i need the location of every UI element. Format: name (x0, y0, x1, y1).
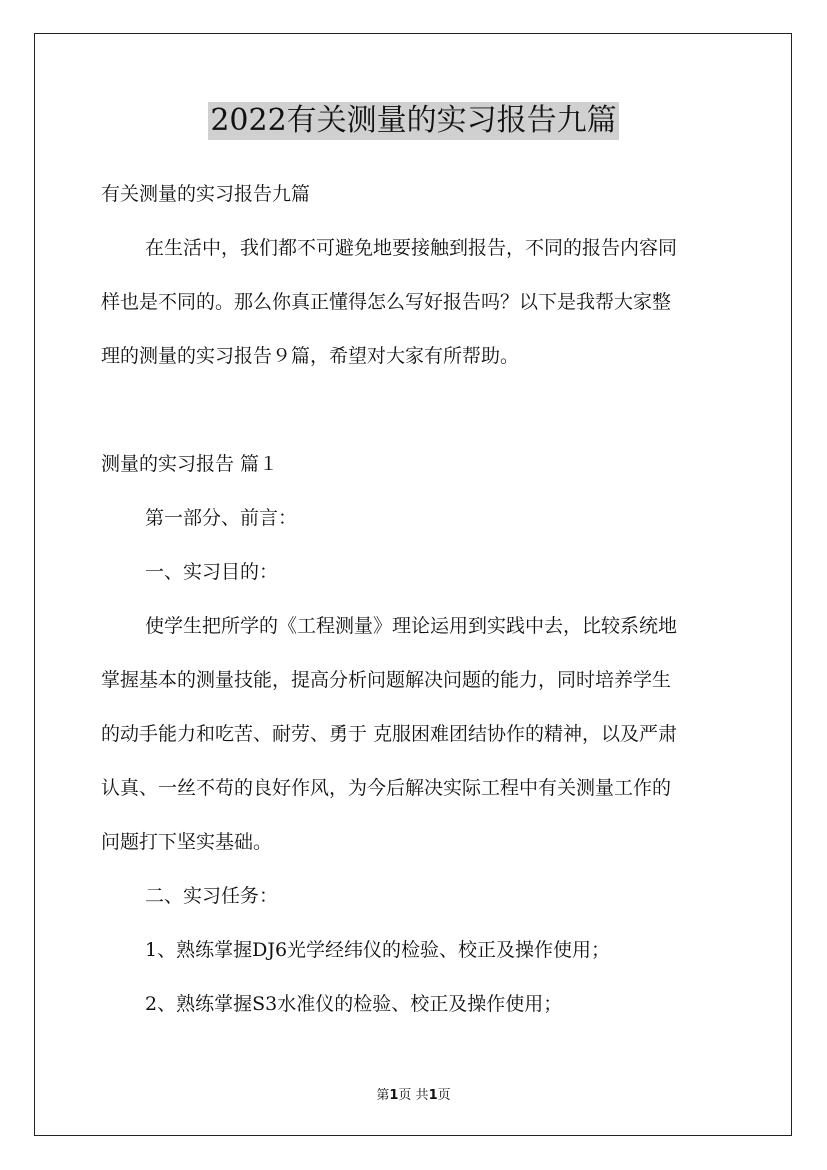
intro-line-3: 理的测量的实习报告９篇，希望对大家有所帮助。 (101, 345, 520, 367)
goal-line-5: 问题打下坚实基础。 (101, 831, 273, 853)
goal-line-2: 掌握基本的测量技能，提高分析问题解决问题的能力，同时培养学生 (101, 669, 672, 691)
footer-mid: 页 共 (398, 1088, 429, 1103)
goal-line-1: 使学生把所学的《工程测量》理论运用到实践中去，比较系统地 (145, 615, 678, 637)
document-title (0, 102, 827, 140)
footer-prefix: 第 (376, 1088, 390, 1103)
goal-line-3: 的动手能力和吃苦、耐劳、勇于 克服困难团结协作的精神，以及严肃 (101, 723, 678, 745)
intro-line-1: 在生活中，我们都不可避免地要接触到报告，不同的报告内容同 (145, 237, 678, 259)
page-footer (0, 1084, 827, 1103)
footer-suffix: 页 (437, 1088, 451, 1103)
footer-page-number: 1 (389, 1088, 399, 1103)
section-heading: 测量的实习报告 篇１ (101, 453, 279, 475)
subtitle: 有关测量的实习报告九篇 (101, 183, 311, 205)
task-item-2: 2、熟练掌握S3水准仪的检验、校正及操作使用； (145, 993, 563, 1015)
footer-total-pages: 1 (428, 1088, 438, 1103)
part-one-heading: 第一部分、前言： (145, 507, 298, 529)
task-heading: 二、实习任务： (145, 885, 279, 907)
document-title-text: 2022有关测量的实习报告九篇 (210, 103, 617, 138)
goal-heading: 一、实习目的： (145, 561, 279, 583)
goal-line-4: 认真、一丝不苟的良好作风，为今后解决实际工程中有关测量工作的 (101, 777, 672, 799)
task-item-1: 1、熟练掌握DJ6光学经纬仪的检验、校正及操作使用； (145, 939, 611, 961)
intro-line-2: 样也是不同的。那么你真正懂得怎么写好报告吗？以下是我帮大家整 (101, 291, 672, 313)
